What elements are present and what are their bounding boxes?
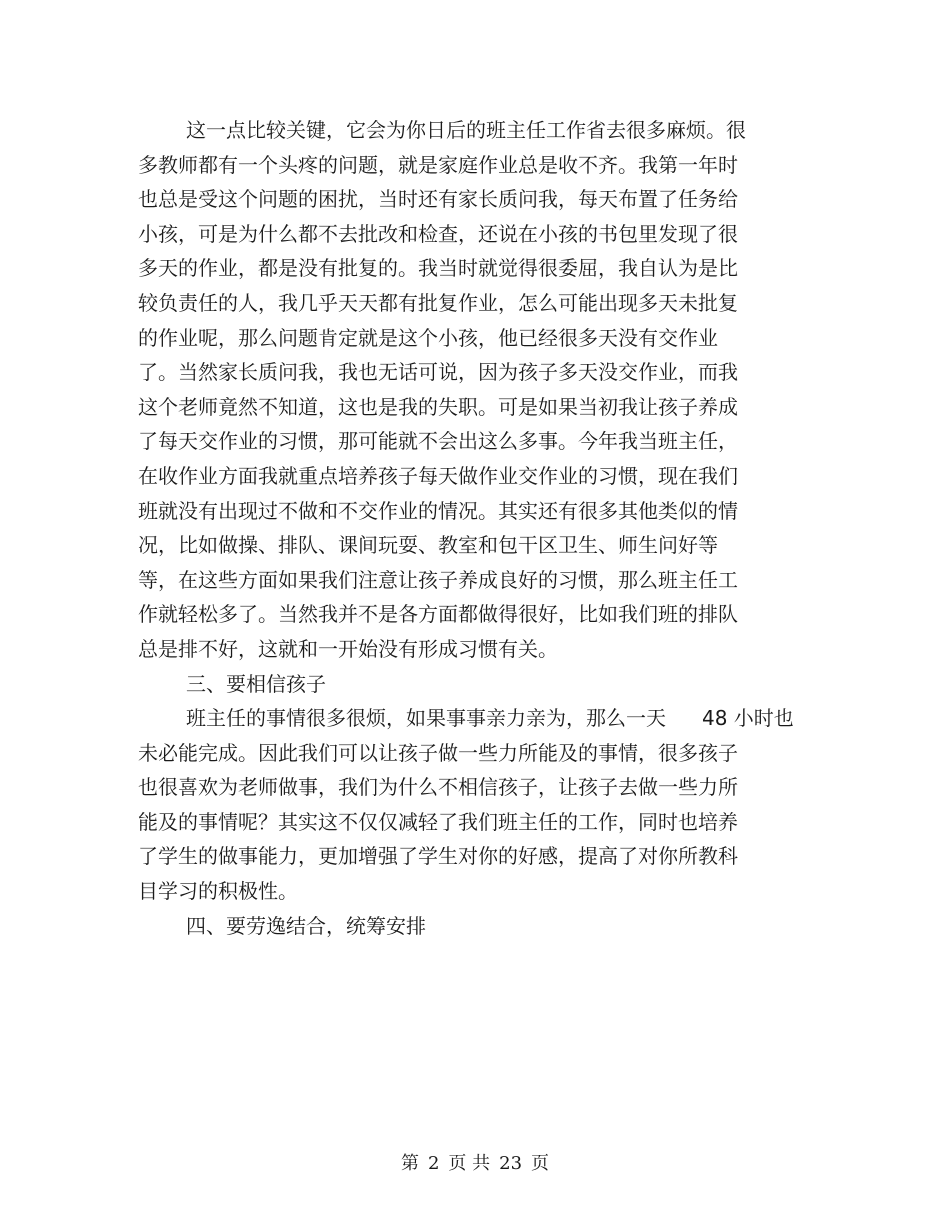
footer-suffix: 页 <box>531 1153 550 1174</box>
paragraph-line: 也总是受这个问题的困扰，当时还有家长质问我，每天布置了任务给 <box>138 187 738 212</box>
footer-prefix: 第 <box>400 1153 419 1174</box>
document-body <box>138 113 818 943</box>
paragraph-line-text: 48 小时也 <box>702 706 794 731</box>
paragraph-line: 较负责任的人，我几乎天天都有批复作业，怎么可能出现多天未批复 <box>138 290 738 315</box>
paragraph-line: 了。当然家长质问我，我也无话可说，因为孩子多天没交作业，而我 <box>138 360 738 385</box>
paragraph-line: 这个老师竟然不知道，这也是我的失职。可是如果当初我让孩子养成 <box>138 394 738 419</box>
paragraph-line: 小孩，可是为什么都不去批改和检查，还说在小孩的书包里发现了很 <box>138 221 738 246</box>
paragraph-line: 目学习的积极性。 <box>138 879 298 904</box>
paragraph-line: 了每天交作业的习惯，那可能就不会出这么多事。今年我当班主任， <box>138 429 738 454</box>
paragraph-line: 未必能完成。因此我们可以让孩子做一些力所能及的事情，很多孩子 <box>138 740 738 765</box>
paragraph-line: 作就轻松多了。当然我并不是各方面都做得很好，比如我们班的排队 <box>138 602 738 627</box>
paragraph-line: 在收作业方面我就重点培养孩子每天做作业交作业的习惯，现在我们 <box>138 463 738 488</box>
paragraph-line: 了学生的做事能力，更加增强了学生对你的好感，提高了对你所教科 <box>138 844 738 869</box>
section-heading: 三、要相信孩子 <box>186 671 326 696</box>
paragraph-line: 总是排不好，这就和一开始没有形成习惯有关。 <box>138 636 558 661</box>
current-page-number: 2 <box>427 1153 440 1174</box>
footer-middle: 页 共 <box>448 1153 491 1174</box>
paragraph-line: 的作业呢，那么问题肯定就是这个小孩，他已经很多天没有交作业 <box>138 325 718 350</box>
paragraph-line: 班就没有出现过不做和不交作业的情况。其实还有很多其他类似的情 <box>138 498 738 523</box>
paragraph-line: 多天的作业，都是没有批复的。我当时就觉得很委屈，我自认为是比 <box>138 256 738 281</box>
paragraph-line: 也很喜欢为老师做事，我们为什么不相信孩子，让孩子去做一些力所 <box>138 775 738 800</box>
paragraph-line-text: 班主任的事情很多很烦，如果事事亲力亲为，那么一天 <box>186 706 666 731</box>
paragraph-line: 多教师都有一个头疼的问题，就是家庭作业总是收不齐。我第一年时 <box>138 152 738 177</box>
page-number-footer <box>0 1150 950 1178</box>
paragraph-line: 能及的事情呢？其实这不仅仅减轻了我们班主任的工作，同时也培养 <box>138 809 738 834</box>
paragraph-line: 这一点比较关键，它会为你日后的班主任工作省去很多麻烦。很 <box>186 118 746 142</box>
paragraph-line: 况，比如做操、排队、课间玩耍、教室和包干区卫生、师生问好等 <box>138 533 718 558</box>
section-heading: 四、要劳逸结合，统筹安排 <box>186 913 426 938</box>
paragraph-line <box>138 701 818 735</box>
total-page-count: 23 <box>499 1153 523 1174</box>
paragraph-line: 等，在这些方面如果我们注意让孩子养成良好的习惯，那么班主任工 <box>138 567 738 592</box>
